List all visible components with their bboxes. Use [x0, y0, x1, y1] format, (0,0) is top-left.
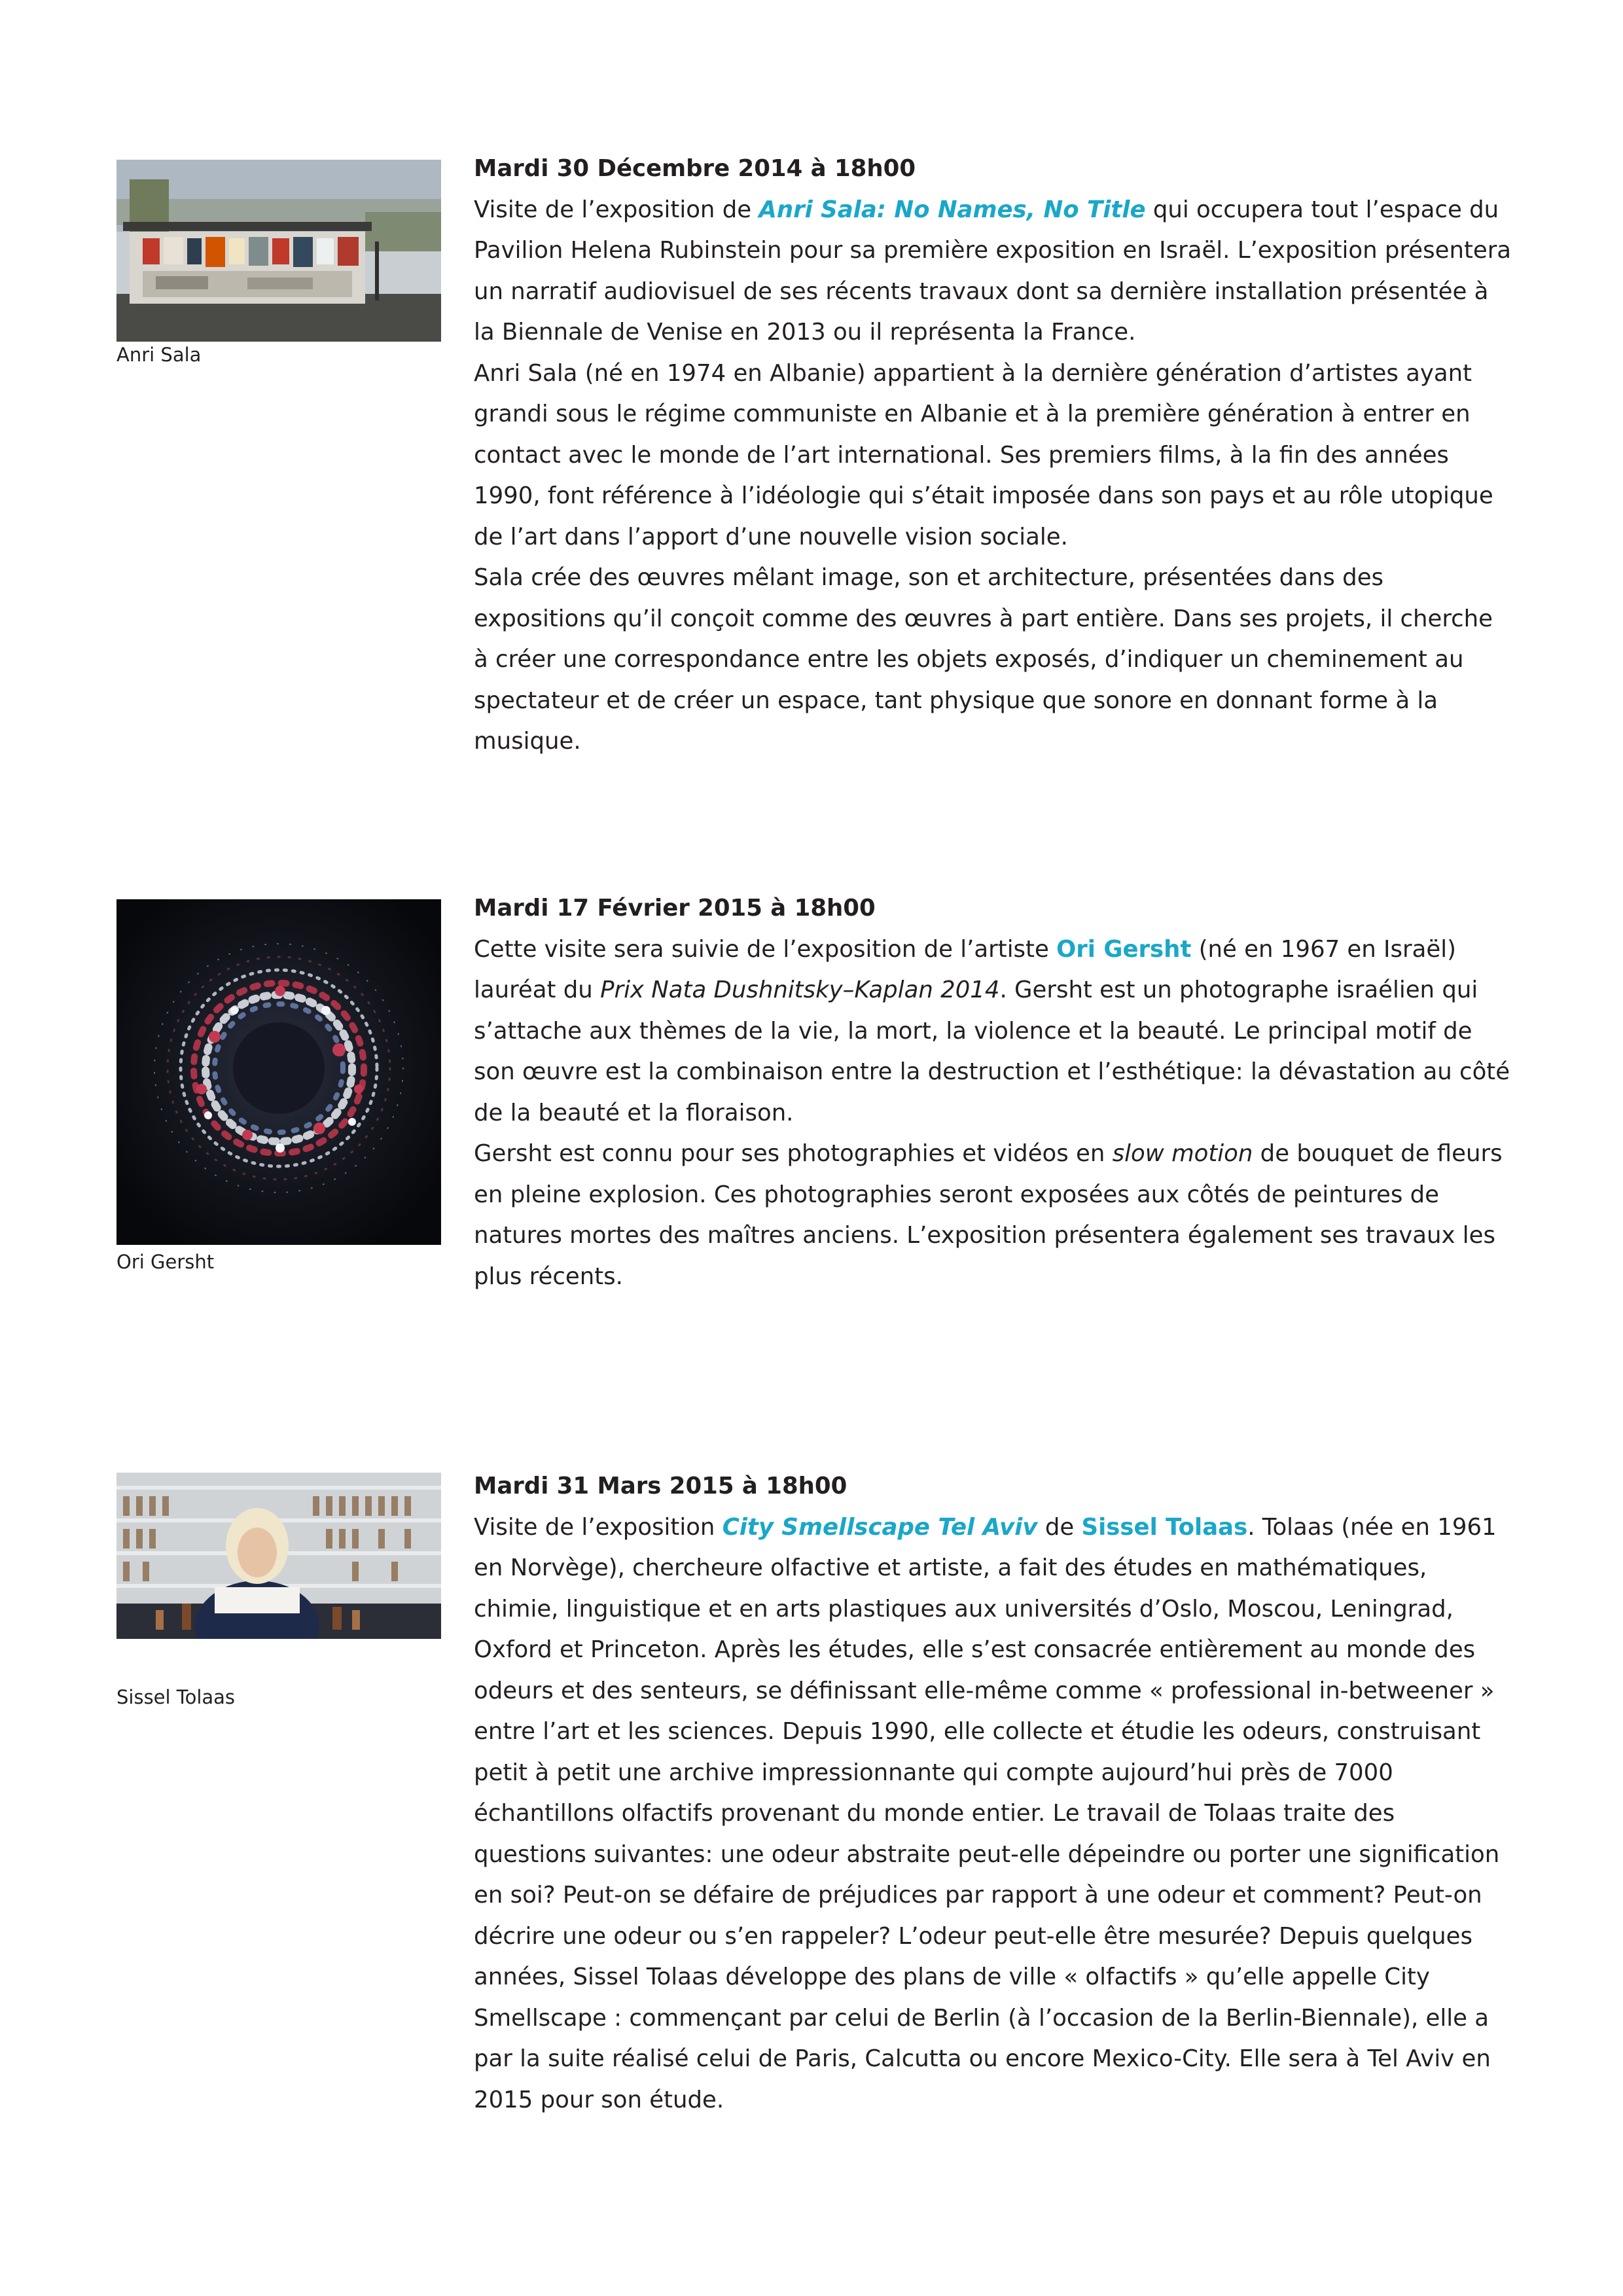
exhibition-title-link[interactable]: City Smellscape Tel Aviv: [722, 1513, 1038, 1541]
event-paragraph: Anri Sala (né en 1974 en Albanie) appartient à la dernière génération d’artistes ayant grandi sous le régime communiste en Albanie et à la première génération à entrer en contact avec le monde de l’art international. Ses premiers films, à la fin des années 1990, font référence à l’idéologie qui s’était imposée dans son pays et au rôle utopique de l’art dans l’apport d’une nouvelle vision sociale.: [474, 359, 1493, 550]
emphasis-text: slow motion: [1112, 1140, 1253, 1167]
paragraph-text: de: [1037, 1513, 1082, 1541]
event-paragraph: [474, 190, 1514, 353]
event-date: Mardi 30 Décembre 2014 à 18h00: [474, 155, 916, 182]
event-paragraph: [474, 1134, 1514, 1297]
paragraph-text: qui occupera tout l’espace du Pavilion Helena Rubinstein pour sa première exposition en Israël. L’exposition présentera un narratif audiovisuel de ses récents travaux dont sa dernière installation présentée à la Biennale de Venise en 2013 ou il représenta la France.: [474, 196, 1512, 346]
paragraph-text: Visite de l’exposition: [474, 1513, 722, 1541]
artist-name-link[interactable]: Sissel Tolaas: [1081, 1513, 1248, 1541]
paragraph-text: . Gersht est un photographe israélien qui s’attache aux thèmes de la vie, la mort, la violence et la beauté. Le principal motif de son œuvre est la combinaison entre la destruction et l’esthétique: la dévastation au côté de la beauté et la floraison.: [474, 977, 1510, 1126]
paragraph-text: de bouquet de fleurs en pleine explosion. Ces photographies seront exposées aux côtés de peintures de natures mortes des maîtres anciens. L’exposition présentera également ses travaux les plus récents.: [474, 1140, 1503, 1290]
paragraph-text: Visite de l’exposition de: [474, 196, 759, 223]
event-date: Mardi 31 Mars 2015 à 18h00: [474, 1473, 847, 1499]
paragraph-text: (né en 1967 en Israël) lauréat du: [474, 935, 1456, 1003]
event-paragraph: [474, 929, 1514, 1134]
event-text: [474, 1466, 1514, 2121]
photo-exploding-flowers: [116, 899, 441, 1245]
event-text: [474, 888, 1514, 1297]
event-text: [474, 149, 1514, 762]
prize-name: Prix Nata Dushnitsky–Kaplan 2014: [600, 977, 1000, 1003]
paragraph-text: Cette visite sera suivie de l’exposition de l’artiste: [474, 935, 1057, 963]
photo-sissel-tolaas-lab: [116, 1473, 441, 1639]
photo-anri-sala-pavilion: [116, 160, 441, 342]
artist-name-link[interactable]: Ori Gersht: [1056, 935, 1192, 963]
exhibition-title-link[interactable]: Anri Sala: No Names, No Title: [758, 196, 1146, 223]
event-paragraph: [474, 1507, 1514, 2121]
paragraph-text: Gersht est connu pour ses photographies et vidéos en: [474, 1140, 1113, 1167]
image-caption: Sissel Tolaas: [116, 1686, 236, 1708]
event-paragraph: Sala crée des œuvres mêlant image, son et architecture, présentées dans des expositions qu’il conçoit comme des œuvres à part entière. Dans ses projets, il cherche à créer une correspondance entre les objets exposés, d’indiquer un cheminement au spectateur et de créer un espace, tant physique que sonore en donnant forme à la musique.: [474, 564, 1493, 755]
paragraph-text: . Tolaas (née en 1961 en Norvège), chercheure olfactive et artiste, a fait des études en mathématiques, chimie, linguistique et en arts plastiques aux universités d’Oslo, Moscou, Leningrad, Oxford et Princeton. Après les études, elle s’est consacrée entièrement au monde des odeurs et des senteurs, se définissant elle-même comme « professional in-betweener » entre l’art et les sciences. Depuis 1990, elle collecte et étudie les odeurs, construisant petit à petit une archive impressionnante qui compte aujourd’hui près de 7000 échantillons olfactifs provenant du monde entier. Le travail de Tolaas traite des questions suivantes: une odeur abstraite peut-elle dépeindre ou porter une signification en soi? Peut-on se défaire de préjudices par rapport à une odeur et comment? Peut-on décrire une odeur ou s’en rappeler? L’odeur peut-elle être mesurée? Depuis quelques années, Sissel Tolaas développe des plans de ville « olfactifs » qu’elle appelle City Smellscape : commençant par celui de Berlin (à l’occasion de la Berlin-Biennale), elle a par la suite réalisé celui de Paris, Calcutta ou encore Mexico-City. Elle sera à Tel Aviv en 2015 pour son étude.: [474, 1513, 1500, 2113]
image-caption: Anri Sala: [116, 344, 202, 366]
event-date: Mardi 17 Février 2015 à 18h00: [474, 895, 876, 922]
image-caption: Ori Gersht: [116, 1251, 215, 1273]
